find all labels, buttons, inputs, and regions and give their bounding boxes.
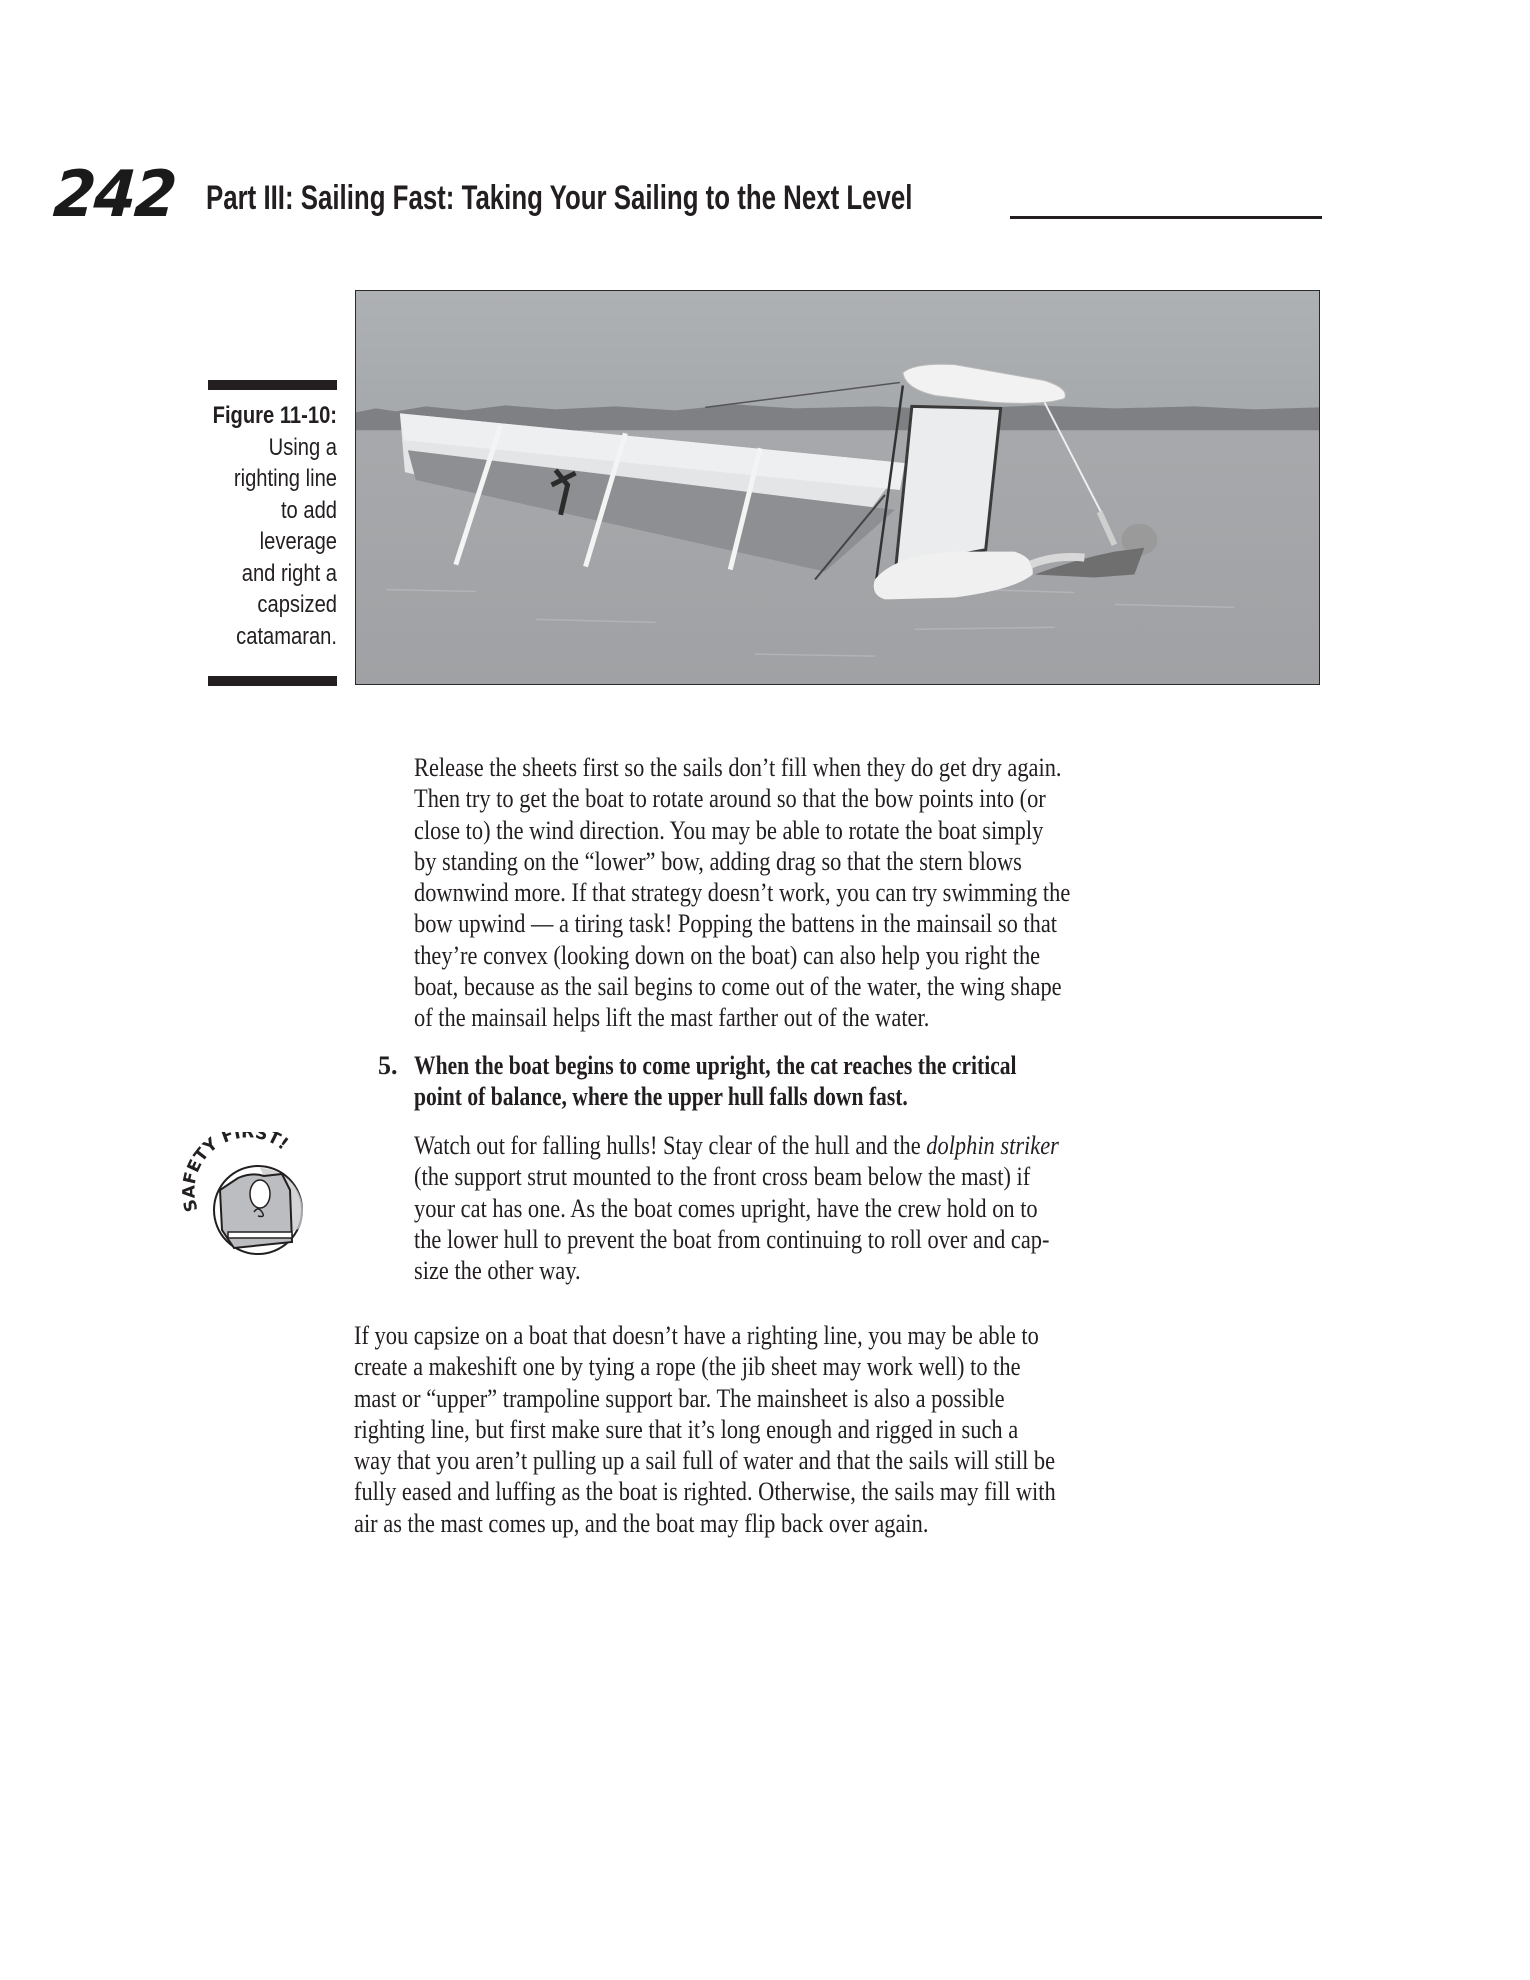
text-line: way that you aren’t pulling up a sail full of water and that the sails will still be bbox=[354, 1446, 1056, 1476]
term-dolphin-striker: dolphin striker bbox=[926, 1131, 1059, 1160]
text-line: downwind more. If that strategy doesn’t work, you can try swimming the bbox=[414, 878, 1071, 908]
paragraph-makeshift-line bbox=[354, 1320, 1168, 1539]
header-rule bbox=[1010, 216, 1322, 219]
text-line: create a makeshift one by tying a rope (the jib sheet may work well) to the bbox=[354, 1352, 1021, 1382]
page-number: 242 bbox=[51, 158, 178, 232]
text-line: (the support strut mounted to the front cross beam below the mast) if bbox=[414, 1162, 1031, 1192]
text-line: boat, because as the sail begins to come out of the water, the wing shape bbox=[414, 972, 1062, 1002]
step-line: point of balance, where the upper hull falls down fast. bbox=[414, 1082, 908, 1112]
text-line: close to) the wind direction. You may be able to rotate the boat simply bbox=[414, 815, 1044, 845]
running-head: Part III: Sailing Fast: Taking Your Sailing to the Next Level bbox=[206, 179, 913, 217]
figure-photo bbox=[355, 290, 1320, 685]
capsized-catamaran-image bbox=[356, 291, 1319, 684]
caption-line: and right a bbox=[241, 559, 337, 587]
text-line: Release the sheets first so the sails don’t fill when they do get dry again. bbox=[414, 753, 1062, 782]
step-number: 5. bbox=[378, 1051, 398, 1080]
caption-top-bar bbox=[208, 380, 337, 390]
text-line: righting line, but first make sure that it’s long enough and rigged in such a bbox=[354, 1414, 1019, 1444]
caption-line: leverage bbox=[259, 528, 337, 555]
text-line bbox=[414, 1130, 1059, 1161]
text-line: they’re convex (looking down on the boat) can also help you right the bbox=[414, 940, 1041, 970]
caption-line: Using a bbox=[268, 433, 337, 461]
text-line: Then try to get the boat to rotate around so that the bow points into (or bbox=[414, 784, 1046, 814]
text-line: air as the mast comes up, and the boat may flip back over again. bbox=[354, 1508, 929, 1538]
caption-bottom-bar bbox=[208, 676, 337, 686]
text-line: your cat has one. As the boat comes upright, have the crew hold on to bbox=[414, 1193, 1038, 1223]
text-line: fully eased and luffing as the boat is righted. Otherwise, the sails may fill with bbox=[354, 1477, 1056, 1507]
text-line: by standing on the “lower” bow, adding drag so that the stern blows bbox=[414, 846, 1022, 876]
text-line: the lower hull to prevent the boat from continuing to roll over and cap- bbox=[414, 1224, 1050, 1254]
text-line: If you capsize on a boat that doesn’t have a righting line, you may be able to bbox=[354, 1321, 1039, 1350]
caption-line: catamaran. bbox=[236, 622, 337, 650]
text-line: bow upwind — a tiring task! Popping the battens in the mainsail so that bbox=[414, 909, 1058, 939]
caption-line: righting line bbox=[233, 465, 337, 492]
caption-line: capsized bbox=[257, 591, 337, 618]
paragraph-release-sheets bbox=[414, 752, 1175, 1034]
step-line: When the boat begins to come upright, the cat reaches the critical bbox=[414, 1051, 1017, 1080]
figure-caption bbox=[150, 400, 337, 652]
safety-first-icon bbox=[180, 1132, 316, 1262]
text-line: size the other way. bbox=[414, 1256, 581, 1286]
figure-label: Figure 11-10: bbox=[212, 402, 337, 429]
paragraph-falling-hulls bbox=[414, 1130, 1162, 1286]
caption-line: to add bbox=[280, 496, 337, 524]
safety-first-label: SAFETY FIRST! bbox=[180, 1132, 292, 1214]
text-line: mast or “upper” trampoline support bar. The mainsheet is also a possible bbox=[354, 1383, 1005, 1413]
text-segment: Watch out for falling hulls! Stay clear of the hull and the bbox=[414, 1131, 927, 1160]
text-line: of the mainsail helps lift the mast farther out of the water. bbox=[414, 1003, 930, 1033]
